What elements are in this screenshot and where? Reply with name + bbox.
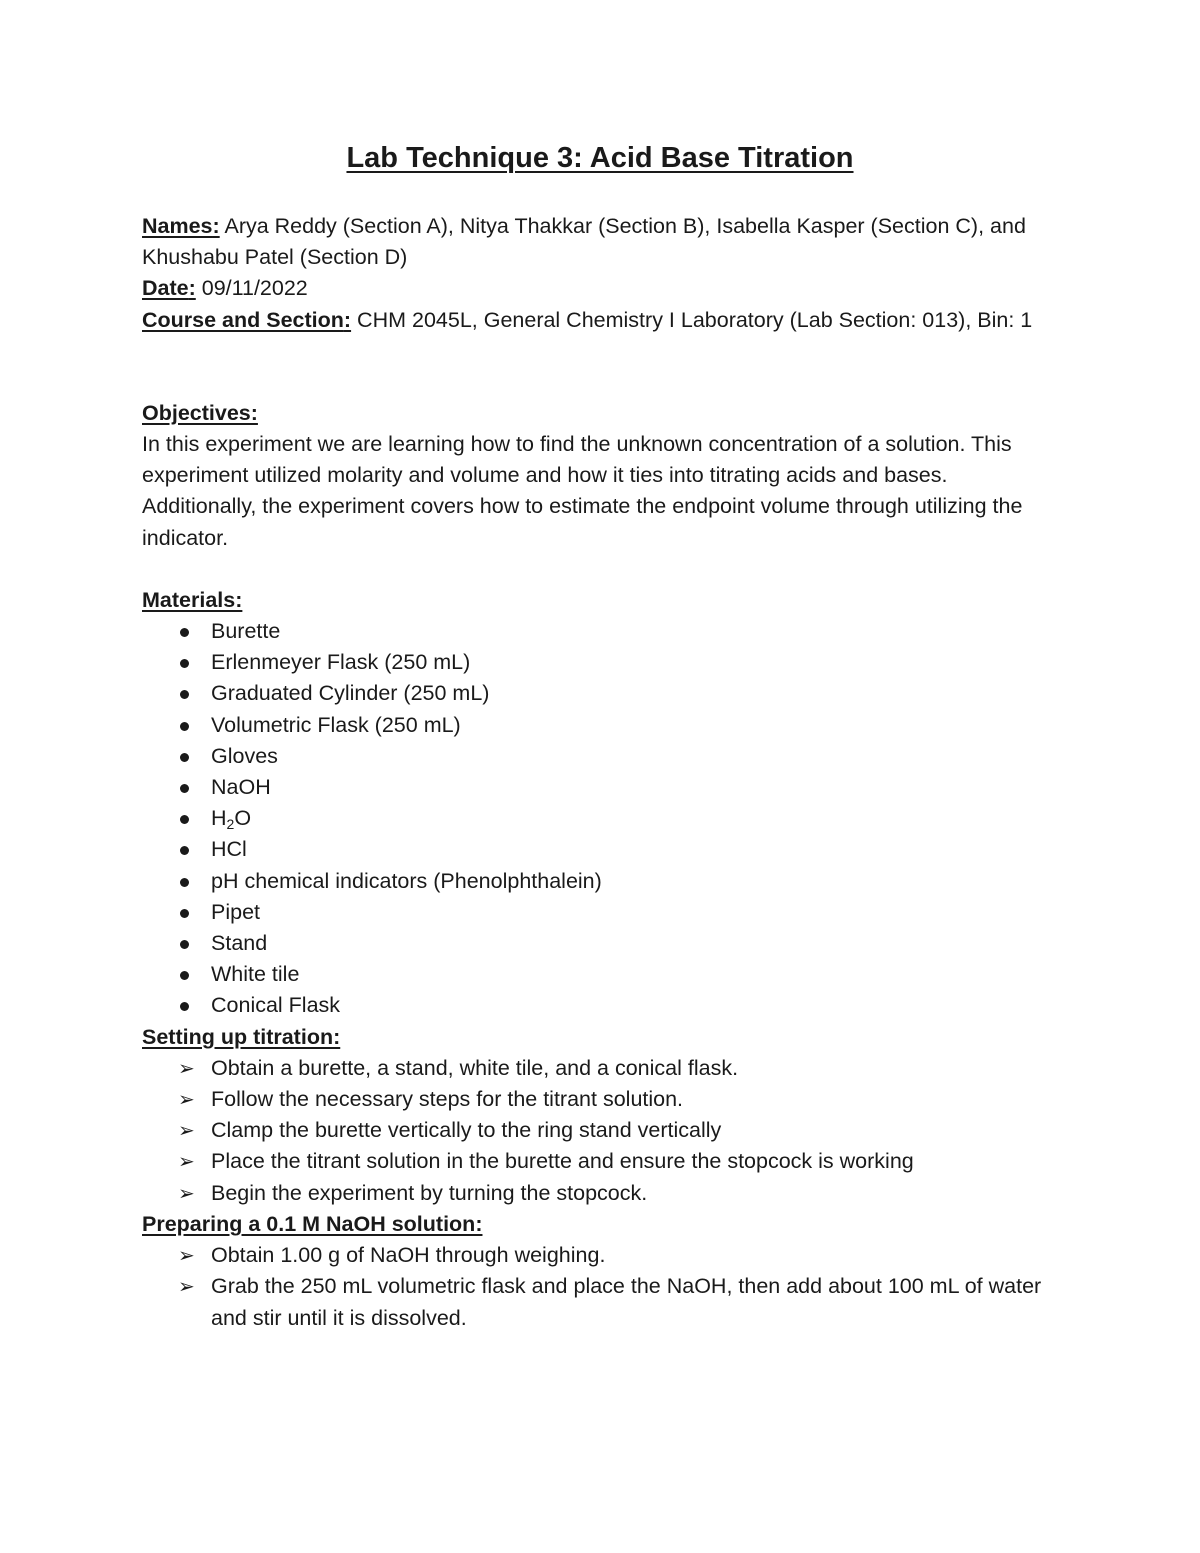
bullet-icon <box>180 753 189 762</box>
bullet-icon <box>180 815 189 824</box>
list-item <box>142 616 1062 647</box>
date-label: Date <box>142 276 189 301</box>
step-label: Obtain a burette, a stand, white tile, and a conical flask. <box>211 1055 739 1080</box>
list-item <box>142 990 1062 1021</box>
material-label-tail: O <box>234 806 252 831</box>
step-label: Grab the 250 mL volumetric flask and place the NaOH, then add about 100 mL of water and stir until it is dissolved. <box>211 1274 1042 1330</box>
names-line <box>142 211 1062 273</box>
list-item <box>142 866 1062 897</box>
course-colon: : <box>343 307 352 332</box>
list-item <box>142 772 1062 803</box>
setup-heading <box>142 1022 1062 1053</box>
bullet-icon <box>180 659 189 668</box>
bullet-icon <box>180 940 189 949</box>
naoh-heading <box>142 1209 1062 1240</box>
bullet-icon <box>180 846 189 855</box>
list-item <box>142 1240 1062 1271</box>
objectives-heading-text: Objectives: <box>142 400 258 425</box>
spacer <box>142 336 1062 398</box>
materials-list <box>142 616 1062 1022</box>
bullet-icon <box>180 690 189 699</box>
naoh-list <box>142 1240 1062 1334</box>
materials-heading-text: Materials: <box>142 587 243 612</box>
naoh-heading-text: Preparing a 0.1 M NaOH solution: <box>142 1211 483 1236</box>
subscript: 2 <box>226 816 235 833</box>
step-label: Follow the necessary steps for the titrant solution. <box>211 1087 684 1112</box>
materials-heading <box>142 585 1062 616</box>
setup-list <box>142 1053 1062 1209</box>
bullet-icon <box>180 628 189 637</box>
names-colon: : <box>212 214 220 238</box>
list-item <box>142 959 1062 990</box>
arrow-icon: ➢ <box>178 1274 195 1299</box>
document-body <box>142 211 1062 1334</box>
step-label: Clamp the burette vertically to the ring stand vertically <box>211 1118 722 1143</box>
material-label: HCl <box>211 837 247 862</box>
date-value: 09/11/2022 <box>195 276 308 301</box>
step-label: Obtain 1.00 g of NaOH through weighing. <box>211 1243 606 1268</box>
document-title: Lab Technique 3: Acid Base Titration <box>346 142 854 174</box>
objectives-heading <box>142 398 1062 429</box>
material-label: Gloves <box>211 743 278 768</box>
course-value: CHM 2045L, General Chemistry I Laboratory (Lab Section: 013), Bin: 1 <box>351 307 1033 332</box>
list-item <box>142 1115 1062 1146</box>
material-label: H <box>211 806 227 831</box>
arrow-icon: ➢ <box>178 1087 195 1112</box>
material-label: White tile <box>211 962 300 987</box>
material-label: Pipet <box>211 899 261 924</box>
bullet-icon <box>180 909 189 918</box>
bullet-icon <box>180 971 189 980</box>
step-label: Place the titrant solution in the burette and ensure the stopcock is working <box>211 1149 914 1174</box>
list-item <box>142 928 1062 959</box>
material-label: Conical Flask <box>211 993 341 1018</box>
arrow-icon: ➢ <box>178 1055 195 1080</box>
arrow-icon: ➢ <box>178 1243 195 1268</box>
list-item <box>142 1271 1062 1333</box>
names-label: Names <box>142 214 213 238</box>
course-line <box>142 305 1062 336</box>
material-label: Volumetric Flask (250 mL) <box>211 712 461 737</box>
date-line <box>142 273 1062 304</box>
arrow-icon: ➢ <box>178 1149 195 1174</box>
list-item <box>142 647 1062 678</box>
material-label: pH chemical indicators (Phenolphthalein) <box>211 868 602 893</box>
names-value: Arya Reddy (Section A), Nitya Thakkar (Section B), Isabella Kasper (Section C), and Khushabu Patel (Section D) <box>142 214 1026 270</box>
step-label: Begin the experiment by turning the stopcock. <box>211 1180 648 1205</box>
material-label: Graduated Cylinder (250 mL) <box>211 681 490 706</box>
bullet-icon <box>180 878 189 887</box>
list-item <box>142 834 1062 865</box>
list-item <box>142 1084 1062 1115</box>
bullet-icon <box>180 784 189 793</box>
list-item <box>142 741 1062 772</box>
list-item <box>142 710 1062 741</box>
list-item <box>142 897 1062 928</box>
material-label: NaOH <box>211 775 271 800</box>
material-label: Stand <box>211 931 268 956</box>
course-label: Course and Section <box>142 307 344 332</box>
objectives-text: In this experiment we are learning how to find the unknown concentration of a solution. This experiment utilized molarity and volume and how it ties into titrating acids and bases. Additionally, the experiment covers how to estimate the endpoint volume through utilizing the indicator. <box>142 432 1023 550</box>
list-item <box>142 678 1062 709</box>
list-item <box>142 1178 1062 1209</box>
bullet-icon <box>180 1002 189 1011</box>
arrow-icon: ➢ <box>178 1118 195 1143</box>
setup-heading-text: Setting up titration: <box>142 1024 341 1049</box>
arrow-icon: ➢ <box>178 1180 195 1205</box>
list-item <box>142 803 1062 834</box>
list-item <box>142 1053 1062 1084</box>
list-item <box>142 1146 1062 1177</box>
bullet-icon <box>180 722 189 731</box>
material-label: Burette <box>211 619 281 644</box>
spacer <box>142 554 1062 585</box>
material-label: Erlenmeyer Flask (250 mL) <box>211 650 471 675</box>
date-colon: : <box>188 276 196 301</box>
